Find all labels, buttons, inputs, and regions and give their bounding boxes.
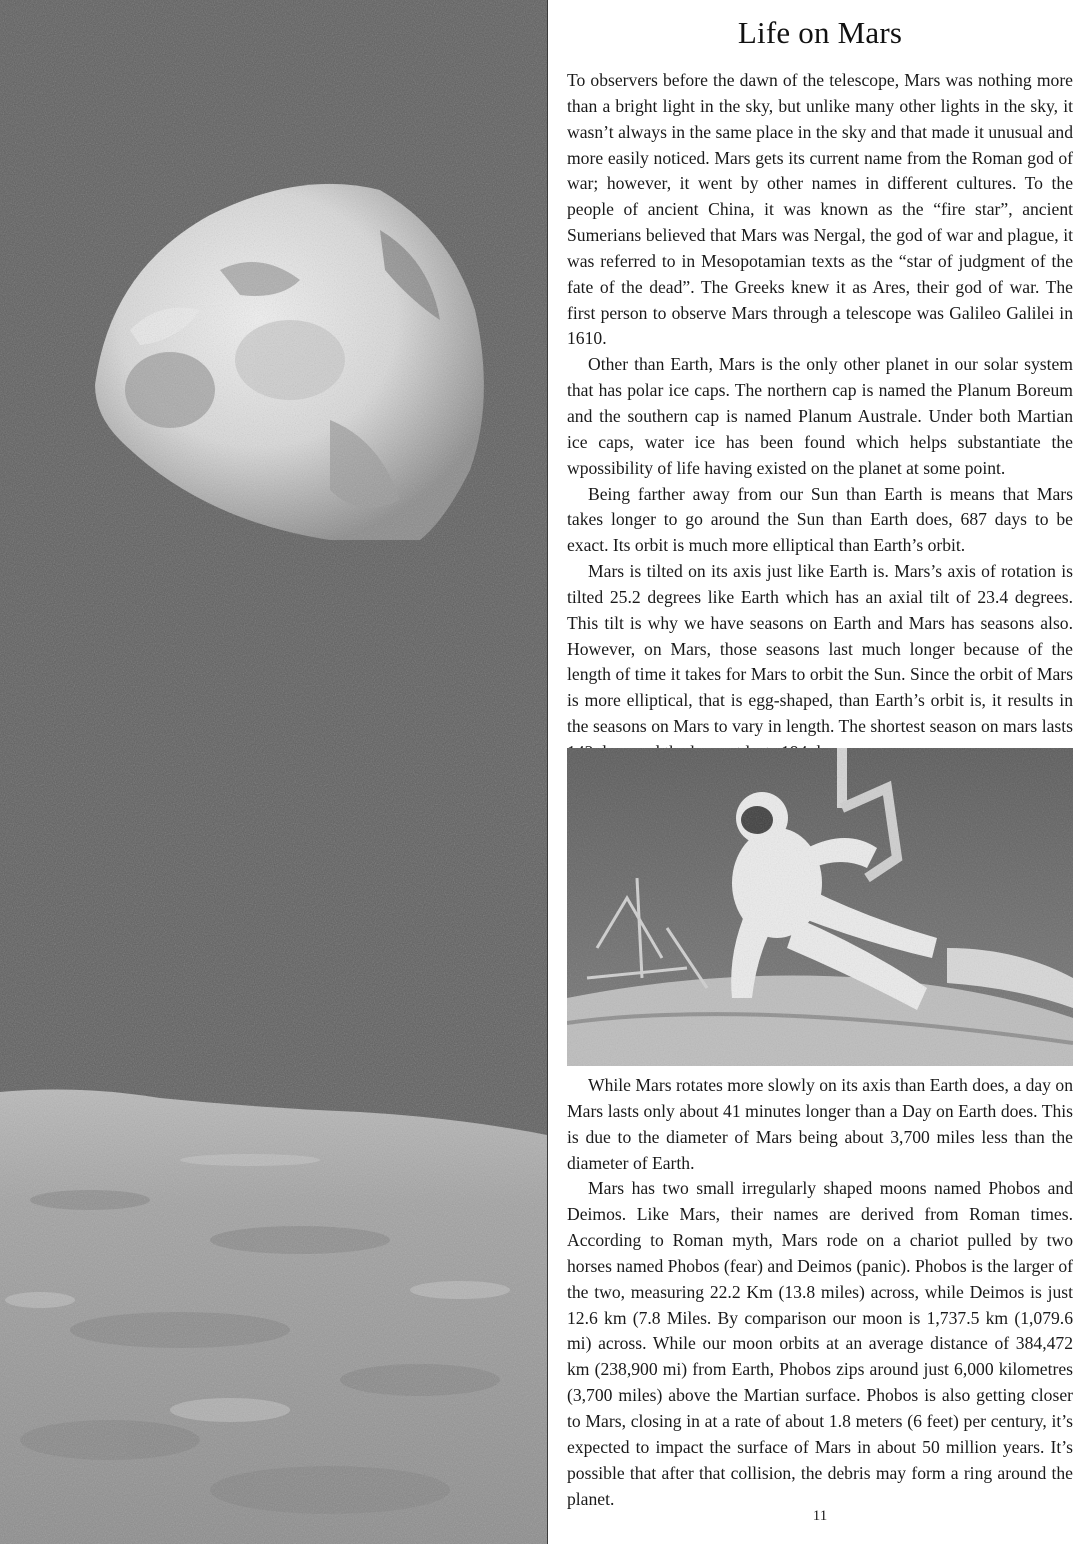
paragraph: Mars is tilted on its axis just like Earth is. Mars’s axis of rotation is tilted 25.2 degrees like Earth which has an axial tilt of 23.4 degrees. This tilt is why we have seasons on Earth and Mars has seasons also. However, on Mars, those seasons last much longer because of the length of time it takes for Mars to orbit the Sun. Since the orbit of Mars is more elliptical, that is egg-shaped, than Earth’s orbit is, it results in the seasons on Mars to vary in length. The shortest season on mars lasts (567, 561, 1073, 737)
paragraph: While Mars rotates more slowly on its axis than Earth does, a day on Mars lasts only about 41 minutes longer than a Day on Earth does. This is due to the diameter of Mars being about 3,700 miles less than the diameter of Earth. (567, 1075, 1073, 1173)
article-body-lower (567, 1073, 1073, 1512)
article-title: Life on Mars (737, 15, 903, 50)
paragraph: To observers before the dawn of the telescope, Mars was nothing more than a bright light in the sky, but unlike many other lights in the sky, it wasn’t always in the same place in the sky and that made it unusual and more easily noticed. Mars gets its current name from the Roman god of war; however, it went by other names in different cultures. To the people of ancient China, it was known as the “fire star”, ancient Sumerians believed that Mars was Nergal, the god of war and plague, it was referred to in Mesopotamian texts as the “star of judgment of the fate of the dead”. The Greeks knew it as Ares, their god of war. The first person to observe Mars through a telescope was Galileo Galilei in 1610. (567, 70, 1073, 349)
article-body-upper (567, 68, 1073, 766)
paragraph: Other than Earth, Mars is the only other planet in our solar system that has polar ice caps. The northern cap is named the Planum Boreum and the southern cap is named Planum Australe. Under both Martian ice caps, water ice has been found which helps substantiate the wpossibility of life having existed on the planet at some point. (567, 354, 1073, 478)
paragraph: Mars has two small irregularly shaped moons named Phobos and Deimos. Like Mars, their names are derived from Roman times. According to Roman myth, Mars rode on a chariot pulled by two horses named Phobos (fear) and Deimos (panic). Phobos is the larger of the two, measuring 22.2 Km (13.8 miles) across, while Deimos is just 12.6 km (7.8 Miles. By comparison our moon is 1,737.5 km (1,079.6 mi) across. While our moon orbits at an average distance of 384,472 km (238,900 mi) from Earth, Phobos zips around just 6,000 kilometres (3,700 miles) above the Martian surface. Phobos is also getting closer to Mars, closing in at a rate of about 1.8 meters (6 feet) per century, it’s expected to impact the surface of Mars in about 50 million years. It’s possible that after that collision, the debris may form a ring around the planet. (567, 1178, 1073, 1509)
paragraph: Being farther away from our Sun than Earth is means that Mars takes longer to go around the Sun than Earth does, 687 days to be exact. Its orbit is much more elliptical than Earth’s orbit. (567, 483, 1073, 556)
article-column (567, 0, 1073, 1544)
page-number: 11 (812, 1508, 828, 1524)
astronaut-spacewalk-photo (567, 748, 1073, 1066)
